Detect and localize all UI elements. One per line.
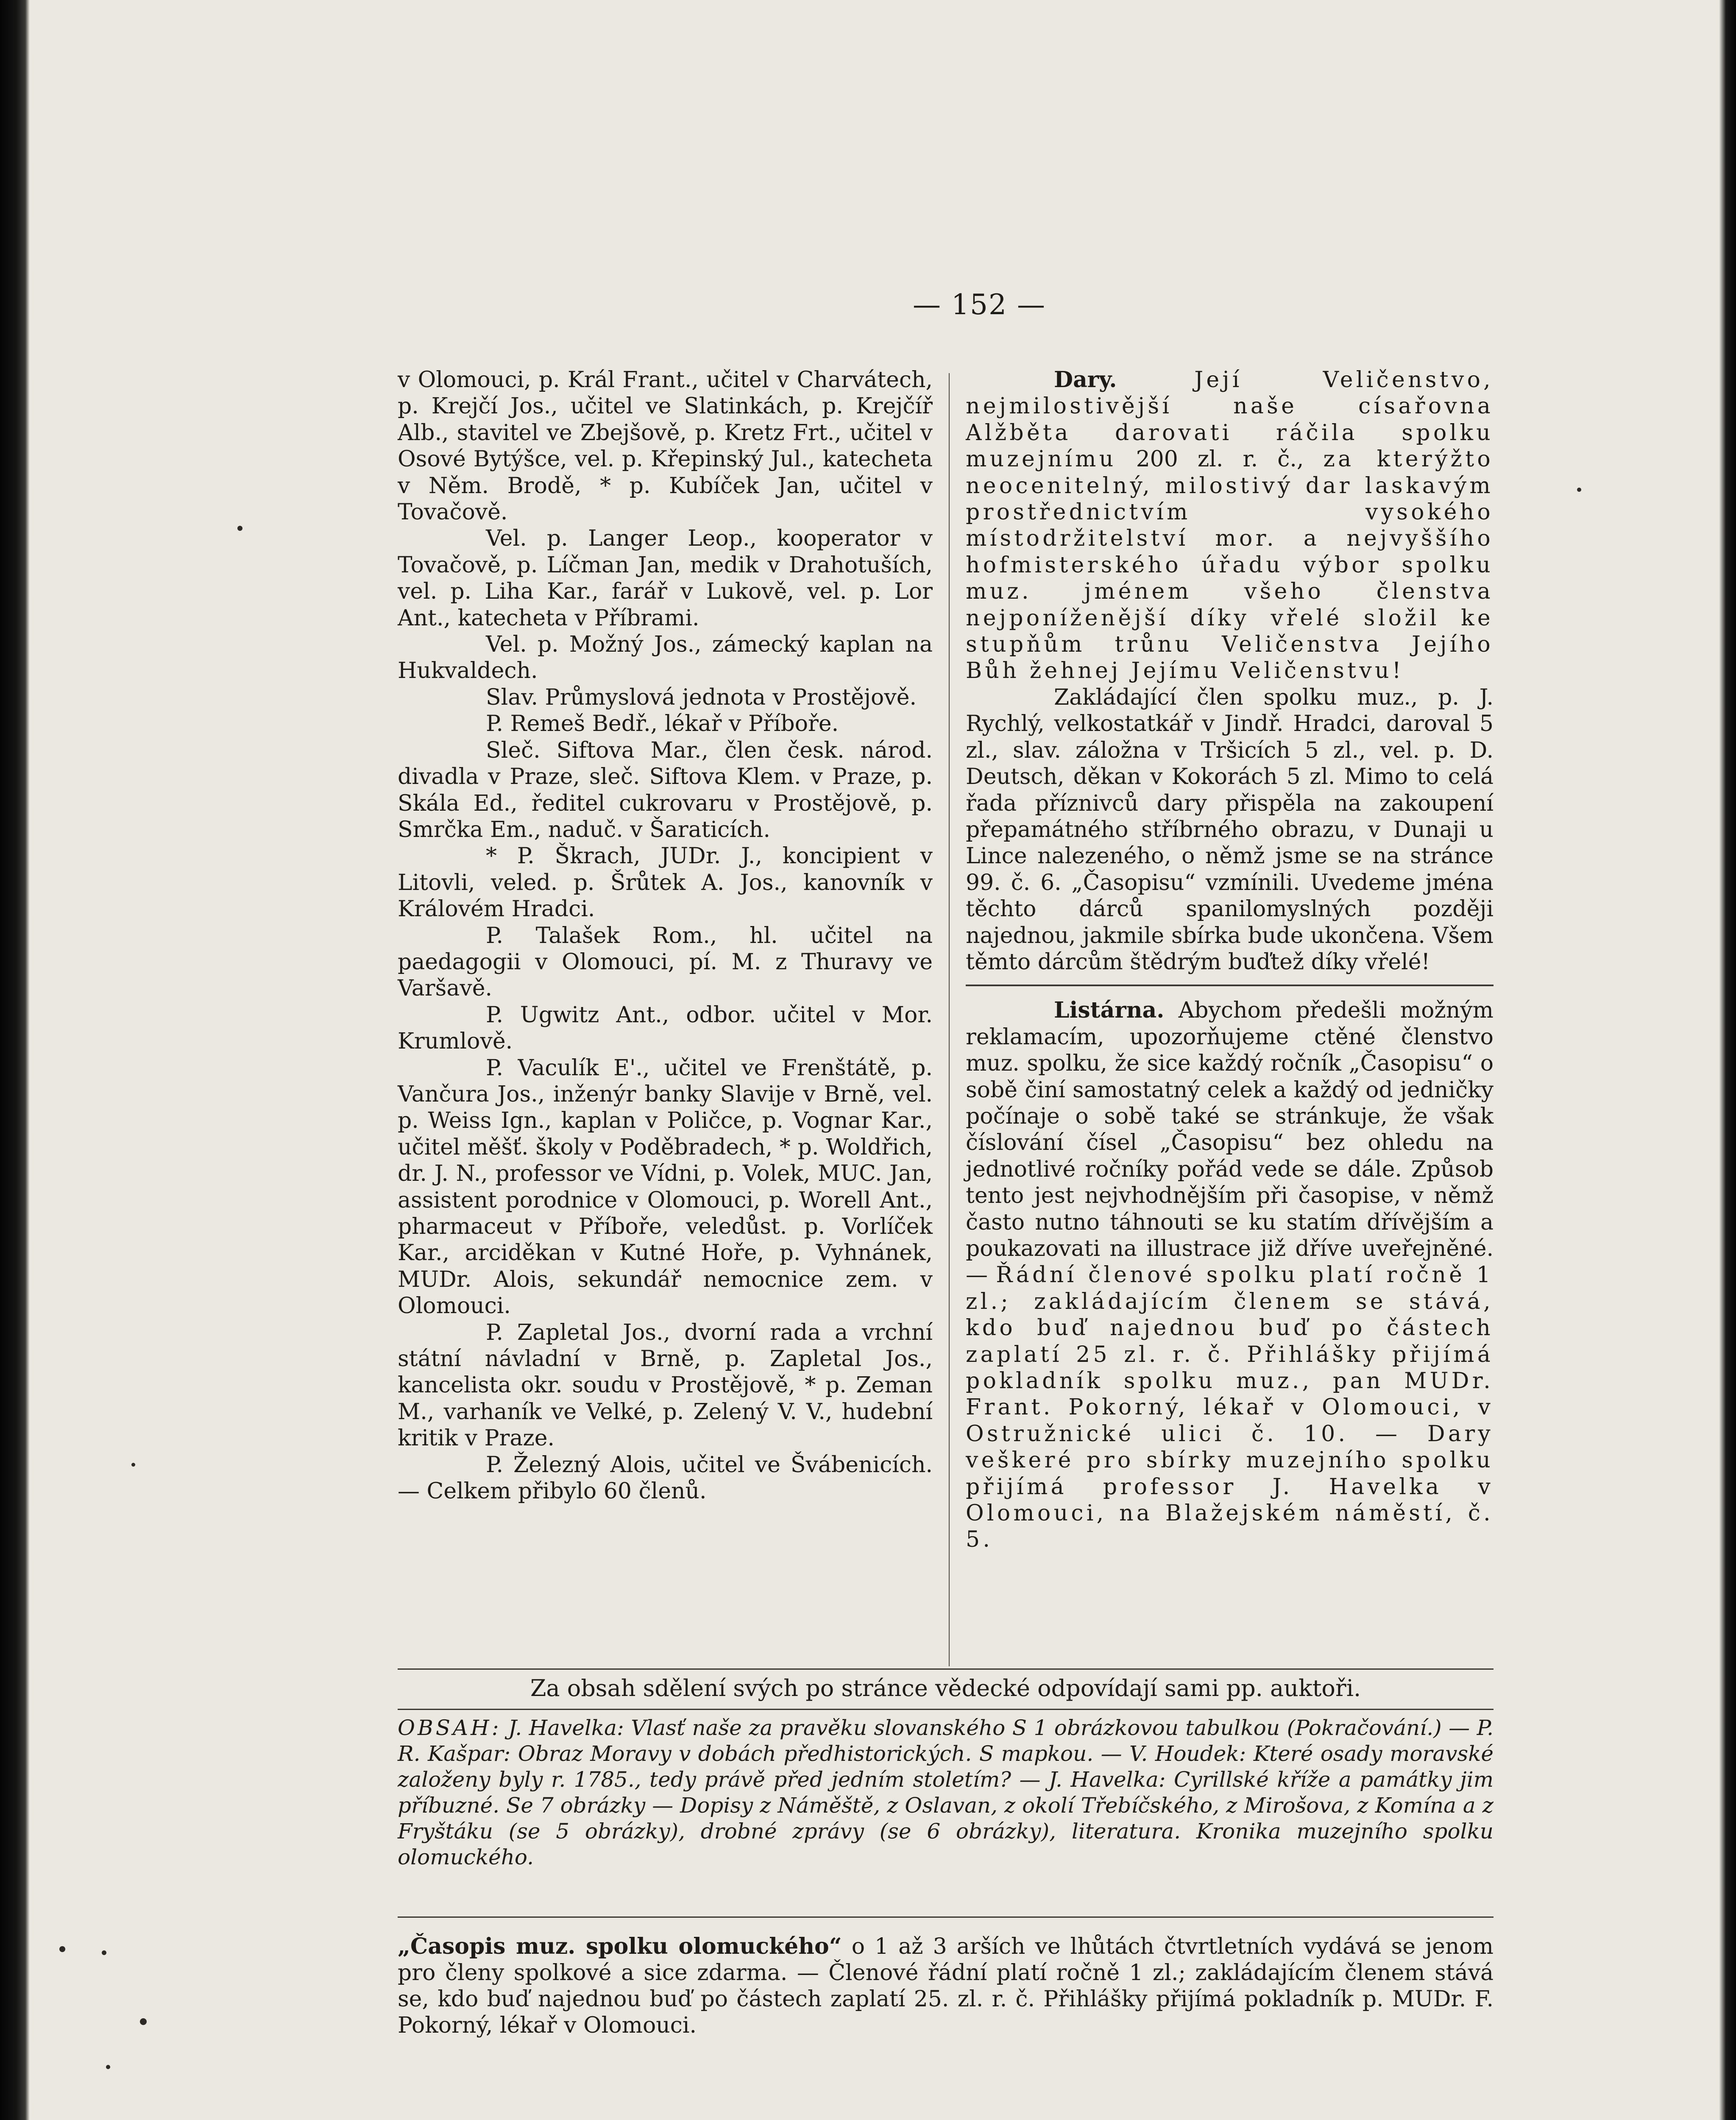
member-paragraph: P. Železný Alois, učitel ve Švábenicích. — Celkem přibylo 60 členů. xyxy=(398,1452,933,1504)
member-paragraph: P. Zapletal Jos., dvorní rada a vrchní státní návladní v Brně, p. Zapletal Jos., kancelista okr. soudu v Prostějově, * p. Zeman M., varhaník ve Velké, p. Zelený V. V., hudební kritik v Praze. xyxy=(398,1319,933,1451)
member-paragraph: v Olomouci, p. Král Frant., učitel v Charvátech, p. Krejčí Jos., učitel ve Slatinkách, p. Krejčíř Alb., stavitel ve Zbejšově, p. Kretz Frt., učitel v Osové Bytýšce, vel. p. Křepinský Jul., katecheta v Něm. Brodě, * p. Kubíček Jan, učitel v Tovačově. xyxy=(398,367,933,525)
column-divider xyxy=(949,373,950,1666)
gifts-section xyxy=(966,367,1494,684)
scan-speck xyxy=(59,1946,65,1952)
contents-text: J. Havelka: Vlasť naše za pravěku slovanského S 1 obrázkovou tabulkou (Pokračování.) — P. R. Kašpar: Obraz Moravy v dobách předhistorických. S mapkou. — V. Houdek: Které osady moravské založeny byly r. 1785., tedy právě před jedním stoletím? — J. Havelka: Cyrillské kříže a památky jim příbuzné. Se 7 obrázky — Dopisy z Náměště, z Oslavan, z okolí Třebíčského, z Mirošova, z Komína a z Fryštáku (se 5 obrázky), drobné zprávy (se 6 obrázky), literatura. Kronika muzejního spolku olomuckého. xyxy=(398,1716,1494,1869)
page-number: — 152 — xyxy=(913,288,1046,321)
member-paragraph: P. Talašek Rom., hl. učitel na paedagogii v Olomouci, pí. M. z Thuravy ve Varšavě. xyxy=(398,923,933,1001)
announcements-column xyxy=(966,367,1494,1553)
gifts-text-spaced-2: za kterýžto neocenitelný, milostivý dar laskavým prostřednictvím vysokého místodržitelství mor. a nejvyššího hofmisterského úřadu výbor spolku muz. jménem všeho členstva nejponíženější díky vřelé složil ke stupňům trůnu Veličenstva Jejího Bůh žehnej Jejímu Veličenstvu! xyxy=(966,446,1494,684)
mailbox-section xyxy=(966,997,1494,1553)
gifts-amount: 200 zl. r. č., xyxy=(1136,446,1304,472)
gifts-title: Dary. xyxy=(1054,367,1117,393)
journal-info xyxy=(398,1933,1494,2039)
member-paragraph: Vel. p. Možný Jos., zámecký kaplan na Hukvaldech. xyxy=(398,632,933,684)
gifts-other-donors: Zakládající člen spolku muz., p. J. Rychlý, velkostatkář v Jindř. Hradci, daroval 5 zl., slav. záložna v Tršicích 5 zl., vel. p. D. Deutsch, děkan v Kokorách 5 zl. Mimo to celá řada příznivců dary přispěla na zakoupení přepamátného stříbrného obrazu, v Dunaji u Lince nalezeného, o němž jsme se na stránce 99. č. 6. „Časopisu“ vzmínili. Uvedeme jména těchto dárců spanilomyslných později najednou, jakmile sbírka bude ukončena. Všem těmto dárcům štědrým buďtež díky vřelé! xyxy=(966,684,1494,975)
mailbox-text: Abychom předešli možným reklamacím, upozorňujeme ctěné členstvo muz. spolku, že sice každý ročník „Časopisu“ o sobě činí samostatný celek a každý od jedničky počínaje o sobě také se stránkuje, že však číslování čísel „Časopisu“ bez ohledu na jednotlivé ročníky pořád vede se dále. Způsob tento jest nejvhodnějším při časopise, v němž často nutno táhnouti se ku statím dřívějším a poukazovati na illustrace již dříve uveřejněné. — xyxy=(966,998,1494,1288)
scan-speck xyxy=(1577,488,1581,492)
authors-note: Za obsah sdělení svých po stránce vědecké odpovídají sami pp. auktoři. xyxy=(530,1675,1361,1702)
table-of-contents xyxy=(398,1715,1494,1870)
member-paragraph: P. Remeš Bedř., lékař v Příboře. xyxy=(486,711,839,737)
scan-border-right xyxy=(1719,0,1736,2120)
scan-speck xyxy=(106,2065,110,2069)
member-paragraph: Sleč. Siftova Mar., člen česk. národ. divadla v Praze, sleč. Siftova Klem. v Praze, p. Skála Ed., ředitel cukrovaru v Prostějově, p. Smrčka Em., naduč. v Šaraticích. xyxy=(398,737,933,842)
section-divider xyxy=(966,985,1494,986)
member-paragraph: Vel. p. Langer Leop., kooperator v Tovačově, p. Líčman Jan, medik v Drahotuších, vel. p. Liha Kar., farář v Lukově, vel. p. Lor Ant., katecheta v Příbrami. xyxy=(398,526,933,631)
journal-text: o 1 až 3 arších ve lhůtách čtvrtletních vydává se jenom pro členy spolkové a sice zdarma. — Členové řádní platí ročně 1 zl.; zakládajícím členem stává se, kdo buď najednou buď po částech zaplatí 25. zl. r. č. Přihlášky přijímá pokladník p. MUDr. F. Pokorný, lékař v Olomouci. xyxy=(398,1934,1494,2038)
scan-border-left xyxy=(0,0,30,2120)
scan-speck xyxy=(140,2018,147,2025)
scan-speck xyxy=(237,526,242,531)
rule-top xyxy=(398,1668,1494,1670)
member-paragraph: P. Vaculík E'., učitel ve Frenštátě, p. Vančura Jos., inženýr banky Slavije v Brně, vel. p. Weiss Ign., kaplan v Poličce, p. Vognar Kar., učitel měšť. školy v Poděbradech, * p. Woldřich, dr. J. N., professor ve Vídni, p. Volek, MUC. Jan, assistent porodnice v Olomouci, p. Worell Ant., pharmaceut v Příboře, veledůst. p. Vorlíček Kar., arciděkan v Kutné Hoře, p. Vyhnánek, MUDr. Alois, sekundář nemocnice zem. v Olomouci. xyxy=(398,1055,933,1319)
member-paragraph: * P. Škrach, JUDr. J., koncipient v Litovli, veled. p. Šrůtek A. Jos., kanovník v Královém Hradci. xyxy=(398,843,933,922)
gifts-text-spaced: Její Veličenstvo, nejmilostivější naše císařovna Alžběta darovati ráčila spolku muzejnímu xyxy=(966,367,1494,472)
rule-contents xyxy=(398,1916,1494,1918)
new-members-list xyxy=(398,367,933,1504)
scan-speck xyxy=(102,1950,106,1955)
rule-note xyxy=(398,1709,1494,1710)
mailbox-text-spaced: Řádní členové spolku platí ročně 1 zl.; zakládajícím členem se stává, kdo buď najednou buď po částech zaplatí 25 zl. r. č. Přihlášky přijímá pokladník spolku muz., pan MUDr. Frant. Pokorný, lékař v Olomouci, v Ostružnické ulici č. 10. — Dary veškeré pro sbírky muzejního spolku přijímá professor J. Havelka v Olomouci, na Blažejském náměstí, č. 5. xyxy=(966,1262,1494,1553)
contents-label: OBSAH: xyxy=(398,1716,502,1740)
journal-title: „Časopis muz. spolku olomuckého“ xyxy=(398,1933,842,1959)
scan-speck xyxy=(131,1463,135,1467)
member-paragraph: P. Ugwitz Ant., odbor. učitel v Mor. Krumlově. xyxy=(398,1002,933,1054)
member-paragraph: Slav. Průmyslová jednota v Prostějově. xyxy=(486,684,917,710)
mailbox-title: Listárna. xyxy=(1054,997,1165,1024)
